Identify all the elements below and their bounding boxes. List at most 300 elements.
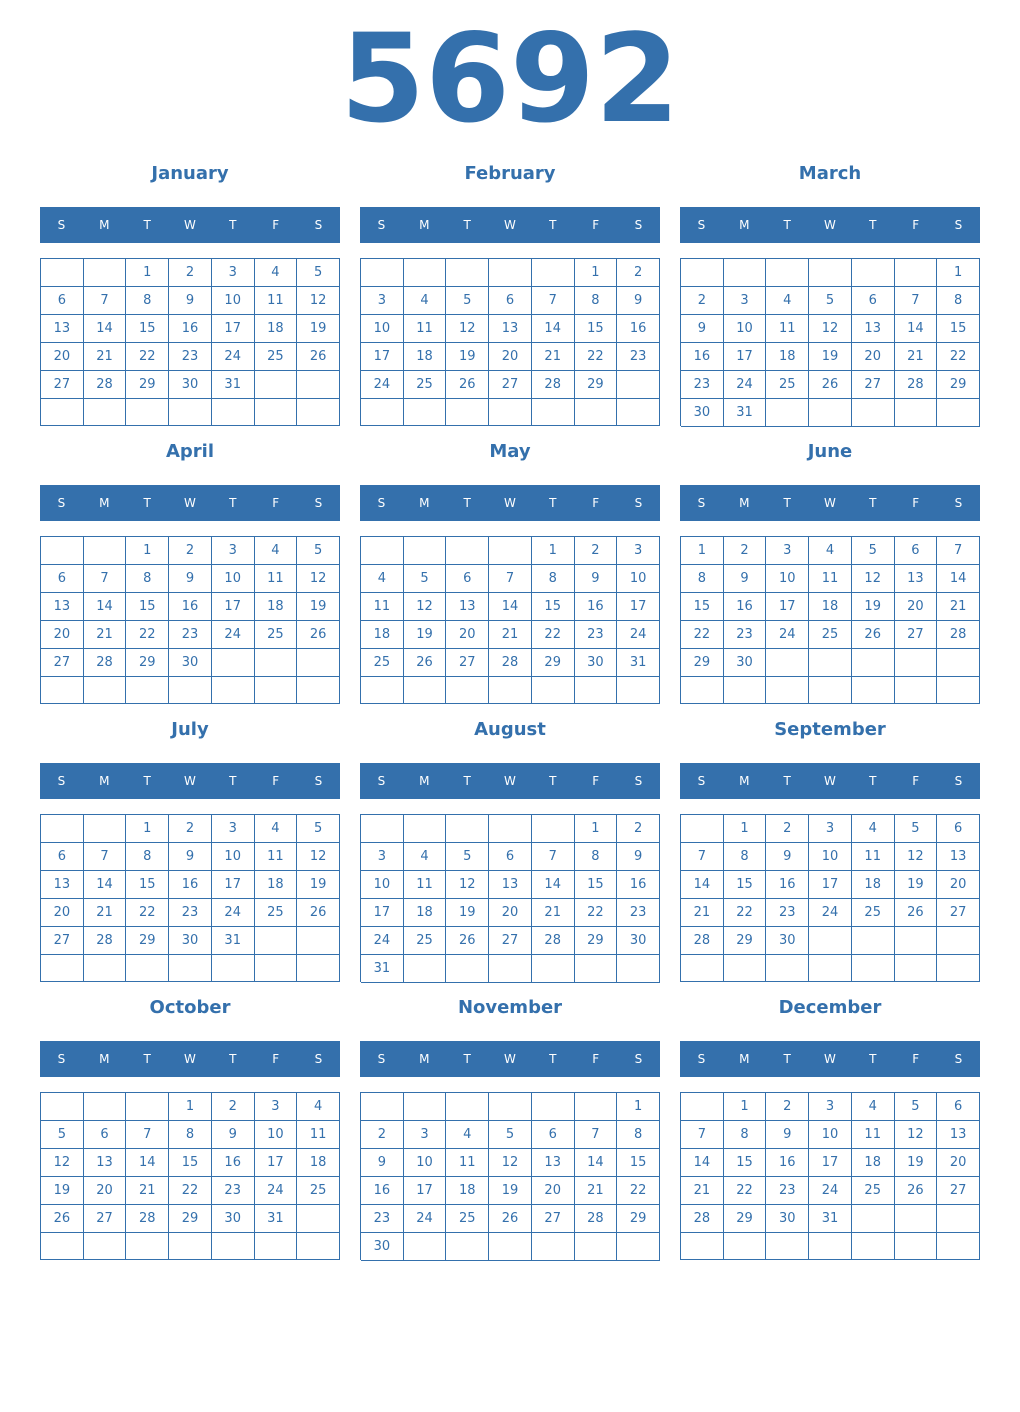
month-december [680, 990, 980, 1262]
day-cell: 4 [809, 537, 852, 565]
day-cell [361, 1093, 404, 1121]
day-cell [84, 399, 127, 426]
weekday-label: F [592, 496, 600, 510]
day-cell: 6 [41, 287, 84, 315]
day-cell [404, 259, 447, 287]
weekday-label: S [954, 774, 963, 788]
day-cell [361, 815, 404, 843]
day-cell: 17 [212, 593, 255, 621]
weekday-label: T [869, 218, 877, 232]
weekday-label: F [912, 496, 920, 510]
day-cell: 25 [404, 371, 447, 399]
day-grid [680, 1092, 980, 1260]
day-cell: 13 [895, 565, 938, 593]
day-cell [809, 955, 852, 982]
day-cell [766, 399, 809, 427]
weekday-label: T [143, 496, 151, 510]
day-cell: 15 [575, 871, 618, 899]
day-cell: 14 [126, 1149, 169, 1177]
weekday-label: F [592, 774, 600, 788]
day-cell [84, 1233, 127, 1260]
day-cell [937, 955, 980, 982]
day-cell: 27 [489, 927, 532, 955]
day-cell: 11 [404, 315, 447, 343]
day-cell: 18 [361, 621, 404, 649]
day-cell: 23 [169, 343, 212, 371]
day-cell: 23 [169, 899, 212, 927]
day-cell: 14 [489, 593, 532, 621]
day-cell: 15 [126, 593, 169, 621]
day-cell [404, 677, 447, 704]
day-cell: 7 [532, 843, 575, 871]
weekday-label: T [229, 496, 237, 510]
day-cell: 22 [126, 621, 169, 649]
day-cell: 17 [617, 593, 660, 621]
day-cell: 16 [361, 1177, 404, 1205]
day-cell: 16 [575, 593, 618, 621]
day-cell: 1 [169, 1093, 212, 1121]
day-cell: 22 [126, 899, 169, 927]
day-cell: 3 [212, 815, 255, 843]
day-cell: 21 [126, 1177, 169, 1205]
weekday-label: S [634, 218, 643, 232]
day-cell: 9 [575, 565, 618, 593]
day-cell: 7 [84, 843, 127, 871]
day-cell: 15 [617, 1149, 660, 1177]
day-cell: 11 [852, 1121, 895, 1149]
day-cell [41, 1093, 84, 1121]
day-cell: 25 [766, 371, 809, 399]
day-cell: 11 [404, 871, 447, 899]
day-cell: 24 [404, 1205, 447, 1233]
day-cell: 10 [404, 1149, 447, 1177]
day-cell: 25 [255, 899, 298, 927]
day-cell: 5 [852, 537, 895, 565]
day-cell: 14 [937, 565, 980, 593]
day-cell: 6 [532, 1121, 575, 1149]
day-cell [297, 677, 340, 704]
day-cell [809, 649, 852, 677]
day-cell: 26 [895, 899, 938, 927]
weekday-label: M [99, 218, 110, 232]
day-cell: 26 [895, 1177, 938, 1205]
day-cell [446, 1093, 489, 1121]
month-name: December [778, 997, 882, 1018]
day-cell: 29 [724, 1205, 767, 1233]
day-cell: 3 [766, 537, 809, 565]
day-cell: 26 [41, 1205, 84, 1233]
day-cell: 17 [255, 1149, 298, 1177]
month-november [360, 990, 660, 1262]
month-name: April [165, 441, 215, 462]
day-cell: 23 [766, 899, 809, 927]
day-cell: 14 [575, 1149, 618, 1177]
day-cell [255, 1233, 298, 1260]
day-cell [852, 677, 895, 704]
day-cell: 23 [361, 1205, 404, 1233]
day-cell: 15 [724, 871, 767, 899]
weekday-label: F [912, 1052, 920, 1066]
day-cell [41, 815, 84, 843]
day-cell: 2 [681, 287, 724, 315]
weekday-label: S [634, 496, 643, 510]
day-cell [766, 259, 809, 287]
day-cell [297, 927, 340, 955]
day-cell: 6 [895, 537, 938, 565]
day-cell: 6 [852, 287, 895, 315]
day-cell [895, 677, 938, 704]
day-cell: 16 [617, 315, 660, 343]
day-cell [489, 677, 532, 704]
day-cell: 10 [255, 1121, 298, 1149]
day-cell [255, 399, 298, 426]
day-cell: 23 [617, 343, 660, 371]
day-cell [532, 815, 575, 843]
day-cell: 25 [255, 343, 298, 371]
day-cell [446, 1233, 489, 1261]
day-cell: 14 [84, 315, 127, 343]
day-cell: 2 [617, 259, 660, 287]
weekday-label: M [419, 218, 430, 232]
day-cell: 10 [361, 315, 404, 343]
day-cell: 17 [212, 871, 255, 899]
day-cell [809, 1233, 852, 1260]
day-cell: 19 [895, 871, 938, 899]
month-name: May [489, 441, 531, 462]
day-cell: 24 [766, 621, 809, 649]
weekday-label: S [377, 496, 386, 510]
day-cell [852, 1233, 895, 1260]
day-cell: 28 [126, 1205, 169, 1233]
day-cell: 6 [446, 565, 489, 593]
weekday-label: S [57, 496, 66, 510]
day-cell: 3 [255, 1093, 298, 1121]
day-cell: 31 [212, 927, 255, 955]
weekday-label: W [824, 1052, 836, 1066]
day-cell [681, 677, 724, 704]
day-cell [532, 1233, 575, 1261]
day-cell: 1 [532, 537, 575, 565]
day-cell: 13 [489, 315, 532, 343]
day-cell: 21 [489, 621, 532, 649]
day-cell: 7 [681, 1121, 724, 1149]
day-cell: 28 [532, 371, 575, 399]
day-cell: 17 [361, 899, 404, 927]
month-name: November [457, 997, 563, 1018]
day-cell: 26 [404, 649, 447, 677]
day-cell: 20 [895, 593, 938, 621]
weekday-label: S [954, 496, 963, 510]
day-cell: 29 [126, 649, 169, 677]
day-cell [617, 399, 660, 426]
day-cell: 18 [297, 1149, 340, 1177]
weekday-label: W [504, 218, 516, 232]
day-cell: 3 [404, 1121, 447, 1149]
weekday-header [360, 485, 660, 521]
day-cell: 23 [681, 371, 724, 399]
day-cell: 27 [937, 899, 980, 927]
day-cell: 2 [361, 1121, 404, 1149]
day-cell [41, 1233, 84, 1260]
weekday-label: T [229, 218, 237, 232]
day-cell: 21 [937, 593, 980, 621]
day-cell: 20 [41, 899, 84, 927]
day-cell [766, 677, 809, 704]
month-name: September [774, 719, 886, 740]
day-cell: 11 [766, 315, 809, 343]
day-cell: 18 [446, 1177, 489, 1205]
day-cell: 19 [297, 871, 340, 899]
day-cell: 2 [617, 815, 660, 843]
day-cell: 18 [255, 871, 298, 899]
day-cell: 24 [212, 899, 255, 927]
day-cell: 8 [724, 1121, 767, 1149]
day-cell [255, 649, 298, 677]
day-cell: 6 [41, 843, 84, 871]
weekday-label: M [739, 774, 750, 788]
day-cell [84, 259, 127, 287]
day-cell: 29 [126, 371, 169, 399]
day-cell: 7 [532, 287, 575, 315]
day-cell: 29 [681, 649, 724, 677]
weekday-label: T [549, 774, 557, 788]
day-cell: 13 [852, 315, 895, 343]
day-cell: 14 [84, 871, 127, 899]
day-cell [809, 259, 852, 287]
day-cell: 9 [617, 287, 660, 315]
weekday-label: T [229, 1052, 237, 1066]
day-cell: 31 [617, 649, 660, 677]
day-cell: 25 [297, 1177, 340, 1205]
weekday-label: T [143, 1052, 151, 1066]
weekday-label: S [377, 218, 386, 232]
day-cell: 16 [169, 871, 212, 899]
day-cell: 2 [724, 537, 767, 565]
day-cell: 22 [169, 1177, 212, 1205]
day-cell [724, 259, 767, 287]
day-grid [40, 814, 340, 982]
day-cell: 11 [255, 565, 298, 593]
day-cell: 27 [895, 621, 938, 649]
weekday-label: F [912, 218, 920, 232]
day-cell: 19 [446, 899, 489, 927]
day-cell: 31 [809, 1205, 852, 1233]
day-cell: 20 [84, 1177, 127, 1205]
weekday-label: F [272, 218, 280, 232]
day-cell: 5 [41, 1121, 84, 1149]
weekday-header [680, 485, 980, 521]
day-cell: 25 [446, 1205, 489, 1233]
day-cell: 4 [255, 259, 298, 287]
day-cell: 8 [724, 843, 767, 871]
day-cell [489, 955, 532, 983]
day-cell: 17 [809, 871, 852, 899]
day-cell: 28 [937, 621, 980, 649]
day-cell [446, 677, 489, 704]
day-cell: 17 [724, 343, 767, 371]
day-cell: 10 [617, 565, 660, 593]
weekday-label: T [783, 774, 791, 788]
day-cell [212, 1233, 255, 1260]
day-grid [360, 814, 660, 982]
weekday-label: F [592, 218, 600, 232]
day-cell: 27 [532, 1205, 575, 1233]
day-cell: 8 [169, 1121, 212, 1149]
day-cell: 3 [212, 259, 255, 287]
day-cell: 21 [532, 899, 575, 927]
day-cell [126, 955, 169, 982]
weekday-header [40, 485, 340, 521]
day-cell: 18 [404, 899, 447, 927]
day-cell: 1 [937, 259, 980, 287]
day-cell: 24 [212, 621, 255, 649]
day-cell: 21 [84, 899, 127, 927]
day-cell: 21 [84, 621, 127, 649]
weekday-label: F [592, 1052, 600, 1066]
month-june [680, 434, 980, 706]
weekday-label: F [272, 1052, 280, 1066]
day-cell: 19 [41, 1177, 84, 1205]
day-cell: 8 [532, 565, 575, 593]
weekday-label: W [824, 218, 836, 232]
day-cell: 6 [937, 1093, 980, 1121]
day-cell: 22 [724, 899, 767, 927]
day-cell: 29 [575, 927, 618, 955]
day-cell [809, 399, 852, 427]
day-grid [40, 536, 340, 704]
weekday-label: W [504, 496, 516, 510]
day-cell: 17 [766, 593, 809, 621]
weekday-label: T [783, 218, 791, 232]
day-cell [809, 927, 852, 955]
day-cell: 19 [446, 343, 489, 371]
day-cell: 27 [41, 927, 84, 955]
day-cell: 28 [84, 371, 127, 399]
day-cell: 7 [895, 287, 938, 315]
day-cell: 30 [617, 927, 660, 955]
day-cell [84, 1093, 127, 1121]
day-cell: 23 [724, 621, 767, 649]
day-cell: 15 [724, 1149, 767, 1177]
day-cell: 24 [724, 371, 767, 399]
month-april [40, 434, 340, 706]
day-cell: 21 [532, 343, 575, 371]
day-cell: 16 [681, 343, 724, 371]
day-cell [255, 955, 298, 982]
day-cell: 13 [41, 871, 84, 899]
day-cell [446, 955, 489, 983]
day-cell [446, 815, 489, 843]
day-cell [404, 815, 447, 843]
day-cell: 22 [617, 1177, 660, 1205]
day-cell: 19 [809, 343, 852, 371]
day-cell: 8 [681, 565, 724, 593]
month-january [40, 156, 340, 428]
day-cell: 15 [575, 315, 618, 343]
weekday-label: S [377, 1052, 386, 1066]
day-cell: 24 [361, 371, 404, 399]
day-cell: 1 [126, 259, 169, 287]
day-cell [852, 259, 895, 287]
month-september [680, 712, 980, 984]
day-cell: 5 [404, 565, 447, 593]
day-cell [41, 259, 84, 287]
day-cell: 13 [41, 315, 84, 343]
weekday-label: M [99, 1052, 110, 1066]
day-cell [852, 1205, 895, 1233]
day-cell [617, 371, 660, 399]
day-cell: 7 [126, 1121, 169, 1149]
day-cell: 18 [255, 315, 298, 343]
day-cell [489, 537, 532, 565]
day-cell: 24 [809, 1177, 852, 1205]
weekday-label: T [783, 1052, 791, 1066]
day-cell: 18 [766, 343, 809, 371]
day-cell: 29 [532, 649, 575, 677]
day-cell: 6 [84, 1121, 127, 1149]
day-cell: 9 [766, 843, 809, 871]
day-cell: 19 [489, 1177, 532, 1205]
day-grid [680, 258, 980, 426]
weekday-label: M [419, 496, 430, 510]
day-cell: 23 [169, 621, 212, 649]
day-cell: 19 [297, 593, 340, 621]
day-cell [532, 259, 575, 287]
weekday-label: F [912, 774, 920, 788]
day-cell [681, 955, 724, 982]
day-cell: 8 [126, 565, 169, 593]
day-cell: 11 [255, 287, 298, 315]
day-cell [84, 537, 127, 565]
day-cell: 27 [41, 649, 84, 677]
day-cell: 22 [937, 343, 980, 371]
day-cell: 15 [126, 315, 169, 343]
day-cell [809, 677, 852, 704]
day-cell [489, 259, 532, 287]
day-cell: 3 [724, 287, 767, 315]
month-name: February [464, 163, 556, 184]
day-cell: 3 [617, 537, 660, 565]
day-cell [404, 537, 447, 565]
day-cell: 21 [84, 343, 127, 371]
day-cell [532, 1093, 575, 1121]
day-cell: 30 [169, 927, 212, 955]
weekday-label: W [824, 496, 836, 510]
day-cell: 14 [681, 1149, 724, 1177]
day-cell: 5 [446, 843, 489, 871]
weekday-label: F [272, 496, 280, 510]
day-cell: 17 [809, 1149, 852, 1177]
day-cell: 2 [169, 259, 212, 287]
day-cell: 12 [404, 593, 447, 621]
day-cell: 4 [446, 1121, 489, 1149]
day-cell: 2 [766, 815, 809, 843]
day-cell [212, 955, 255, 982]
month-name: July [171, 719, 209, 740]
day-cell [489, 815, 532, 843]
day-cell [169, 955, 212, 982]
day-cell: 2 [766, 1093, 809, 1121]
month-august [360, 712, 660, 984]
day-cell: 13 [41, 593, 84, 621]
weekday-label: T [143, 218, 151, 232]
month-october [40, 990, 340, 1262]
day-cell: 11 [852, 843, 895, 871]
weekday-label: W [184, 218, 196, 232]
weekday-label: M [739, 218, 750, 232]
day-cell: 4 [852, 1093, 895, 1121]
day-cell: 12 [446, 871, 489, 899]
